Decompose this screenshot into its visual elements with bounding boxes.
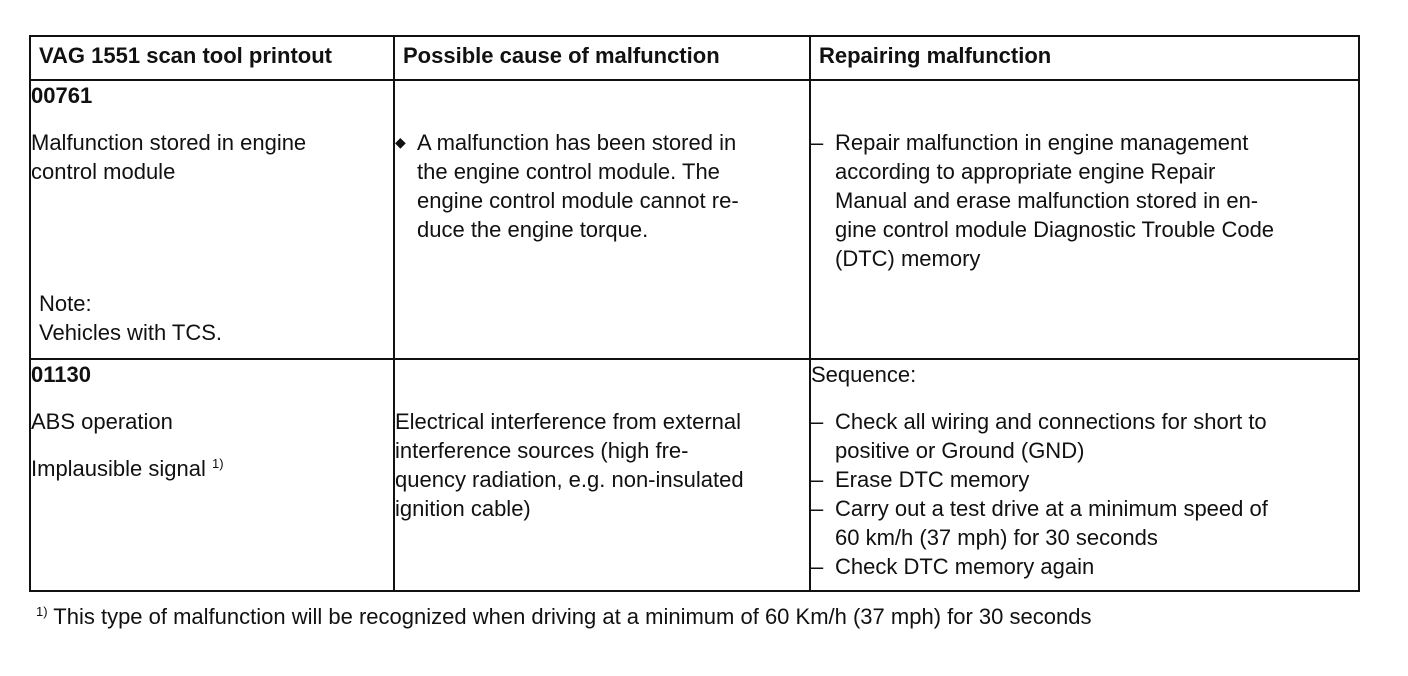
repair-cell <box>810 359 1359 591</box>
repair-item <box>811 552 1358 581</box>
header-cause: Possible cause of malfunction <box>394 36 810 80</box>
cause-line: A malfunction has been stored in <box>417 130 737 155</box>
repair-item <box>811 407 1358 465</box>
repair-line: Manual and erase malfunction stored in en- <box>835 188 1259 213</box>
repair-line: gine control module Diagnostic Trouble Code <box>835 217 1275 242</box>
printout-cell <box>30 359 394 591</box>
repair-line: Check all wiring and connections for short to <box>835 409 1267 434</box>
printout-line: ABS operation <box>31 409 173 434</box>
repair-item <box>811 494 1358 552</box>
table-row <box>30 80 1359 359</box>
note-label: Note: <box>39 291 92 316</box>
repair-cell <box>810 80 1359 359</box>
cause-line: interference sources (high fre- <box>395 438 689 463</box>
repair-line: Check DTC memory again <box>835 554 1095 579</box>
dash-marker: – <box>811 496 824 521</box>
cause-line: the engine control module. The <box>417 159 720 184</box>
cause-cell <box>394 359 810 591</box>
fault-code: 00761 <box>31 83 93 108</box>
repair-line: positive or Ground (GND) <box>835 438 1085 463</box>
repair-item <box>811 128 1358 273</box>
footnote-text: This type of malfunction will be recognized when driving at a minimum of 60 Km/h (37 mph) for 30 seconds <box>53 604 1092 629</box>
dash-marker: – <box>811 130 824 155</box>
repair-line: according to appropriate engine Repair <box>835 159 1216 184</box>
printout-line: Malfunction stored in engine <box>31 130 307 155</box>
printout-line: control module <box>31 159 176 184</box>
cause-line: quency radiation, e.g. non-insulated <box>395 467 744 492</box>
repair-line: Erase DTC memory <box>835 467 1030 492</box>
note-block <box>39 289 222 347</box>
footnote-ref: 1) <box>212 456 224 471</box>
dash-marker: – <box>811 409 824 434</box>
cause-cell <box>394 80 810 359</box>
repair-line: Repair malfunction in engine management <box>835 130 1249 155</box>
header-printout: VAG 1551 scan tool printout <box>30 36 394 80</box>
diamond-bullet-icon: ◆ <box>395 134 406 150</box>
note-text: Vehicles with TCS. <box>39 320 223 345</box>
cause-line: Electrical interference from external <box>395 409 742 434</box>
repair-item <box>811 465 1358 494</box>
footnote-mark: 1) <box>36 604 48 619</box>
cause-item <box>395 128 809 244</box>
repair-line: Carry out a test drive at a minimum speed of <box>835 496 1268 521</box>
cause-line: engine control module cannot re- <box>417 188 739 213</box>
malfunction-table <box>29 35 1360 592</box>
table-row <box>30 359 1359 591</box>
header-repair: Repairing malfunction <box>810 36 1359 80</box>
dash-marker: – <box>811 554 824 579</box>
table-header-row <box>30 36 1359 80</box>
fault-code: 01130 <box>31 362 91 387</box>
cause-line: duce the engine torque. <box>417 217 649 242</box>
printout-line: Implausible signal $^{1)}$ <box>31 456 224 481</box>
repair-line: 60 km/h (37 mph) for 30 seconds <box>835 525 1158 550</box>
dash-marker: – <box>811 467 824 492</box>
sequence-heading: Sequence: <box>811 362 917 387</box>
repair-line: (DTC) memory <box>835 246 981 271</box>
cause-line: ignition cable) <box>395 496 531 521</box>
footnote <box>36 604 1091 630</box>
printout-cell <box>30 80 394 359</box>
